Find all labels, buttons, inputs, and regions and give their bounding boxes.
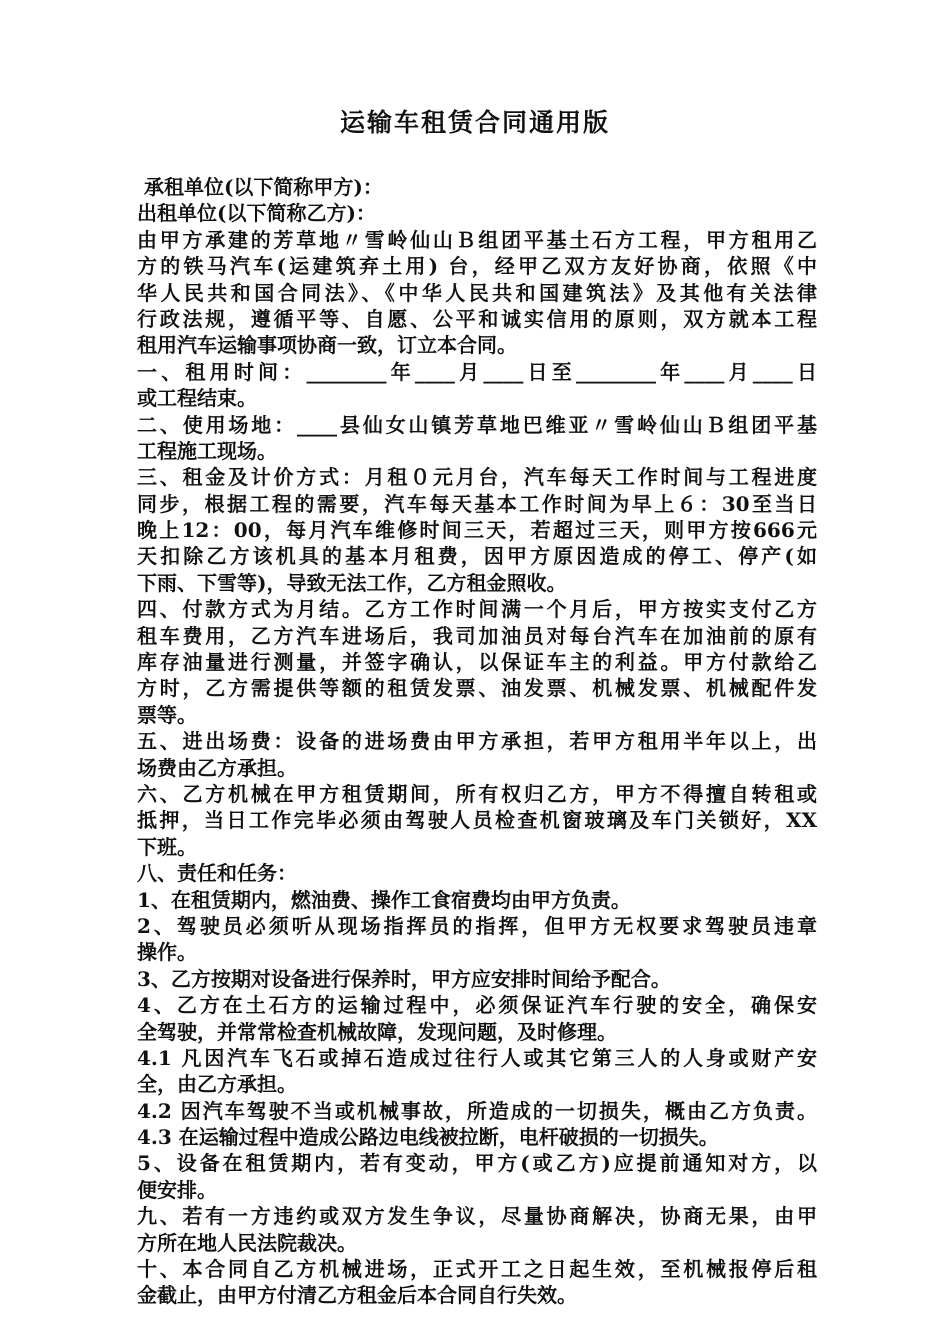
text-line: 一、租用时间：________年____月____日至________年____月____日	[137, 359, 817, 384]
text-line: 全驾驶，并常常检查机械故障，发现问题，及时修理。	[137, 1019, 617, 1044]
text-line: 方所在地人民法院裁决。	[137, 1230, 357, 1255]
text-line: 方时，乙方需提供等额的租赁发票、油发票、机械发票、机械配件发	[137, 676, 817, 701]
text-line: 4.1 凡因汽车飞石或掉石造成过往行人或其它第三人的人身或财产安	[137, 1045, 817, 1070]
text-line: 六、乙方机械在甲方租赁期间，所有权归乙方，甲方不得擅自转租或	[137, 781, 817, 806]
text-line: 承租单位(以下简称甲方)：	[137, 175, 383, 199]
text-line: 天扣除乙方该机具的基本月租费，因甲方原因造成的停工、停产(如	[137, 544, 817, 569]
text-line: 下班。	[137, 834, 197, 859]
text-line: 华人民共和国合同法》、《中华人民共和国建筑法》及其他有关法律	[137, 280, 817, 305]
text-line: 晚上12：00，每月汽车维修时间三天，若超过三天，则甲方按666元	[137, 518, 817, 543]
text-line: 租用汽车运输事项协商一致，订立本合同。	[137, 333, 517, 358]
text-line: 方的铁马汽车(运建筑弃土用) 台，经甲乙双方友好协商，依照《中	[137, 254, 817, 279]
text-line: 租车费用，乙方汽车进场后，我司加油员对每台汽车在加油前的原有	[137, 623, 817, 648]
text-line: 5、设备在租赁期内，若有变动，甲方(或乙方)应提前通知对方，以	[137, 1151, 817, 1176]
document-title: 运输车租赁合同通用版	[339, 108, 610, 137]
contract-body	[137, 174, 817, 1309]
text-line: 八、责任和任务：	[137, 861, 297, 886]
text-line: 行政法规，遵循平等、自愿、公平和诚实信用的原则，双方就本工程	[137, 306, 817, 331]
text-line: 五、进出场费：设备的进场费由甲方承担，若甲方租用半年以上，出	[137, 729, 817, 754]
text-line: 金截止，由甲方付清乙方租金后本合同自行失效。	[137, 1283, 577, 1308]
text-line: 4.2 因汽车驾驶不当或机械事故，所造成的一切损失，概由乙方负责。	[137, 1098, 817, 1123]
text-line: 1、在租赁期内，燃油费、操作工食宿费均由甲方负责。	[137, 887, 631, 912]
text-line: 二、使用场地：____县仙女山镇芳草地巴维亚〃雪岭仙山Ｂ组团平基	[137, 412, 817, 437]
text-line: 票等。	[137, 702, 197, 727]
text-line: 全，由乙方承担。	[137, 1072, 297, 1097]
text-line: 三、租金及计价方式：月租０元月台，汽车每天工作时间与工程进度	[137, 465, 817, 490]
text-line: 3、乙方按期对设备进行保养时，甲方应安排时间给予配合。	[137, 966, 671, 991]
text-line: 便安排。	[137, 1177, 217, 1202]
text-line: 库存油量进行测量，并签字确认，以保证车主的利益。甲方付款给乙	[137, 650, 817, 675]
text-line: 出租单位(以下简称乙方)：	[137, 201, 376, 226]
text-line: 操作。	[137, 940, 197, 965]
text-line: 工程施工现场。	[137, 438, 277, 463]
text-line: 由甲方承建的芳草地〃雪岭仙山Ｂ组团平基土石方工程，甲方租用乙	[137, 227, 817, 252]
text-line: 或工程结束。	[137, 386, 257, 411]
text-line: 抵押，当日工作完毕必须由驾驶人员检查机窗玻璃及车门关锁好，XX	[137, 808, 817, 833]
text-line: 4.3 在运输过程中造成公路边电线被拉断，电杆破损的一切损失。	[137, 1125, 719, 1150]
text-line: 十、本合同自乙方机械进场，正式开工之日起生效，至机械报停后租	[137, 1257, 817, 1282]
text-line: 场费由乙方承担。	[137, 755, 297, 780]
text-line: 九、若有一方违约或双方发生争议，尽量协商解决，协商无果，由甲	[137, 1204, 817, 1229]
text-line: 2、驾驶员必须听从现场指挥员的指挥，但甲方无权要求驾驶员违章	[137, 913, 817, 938]
text-line: 同步，根据工程的需要，汽车每天基本工作时间为早上６：30至当日	[137, 491, 817, 516]
text-line: 4、乙方在土石方的运输过程中，必须保证汽车行驶的安全，确保安	[137, 993, 817, 1018]
text-line: 四、付款方式为月结。乙方工作时间满一个月后，甲方按实支付乙方	[137, 597, 817, 622]
text-line: 下雨、下雪等)，导致无法工作，乙方租金照收。	[137, 570, 567, 595]
